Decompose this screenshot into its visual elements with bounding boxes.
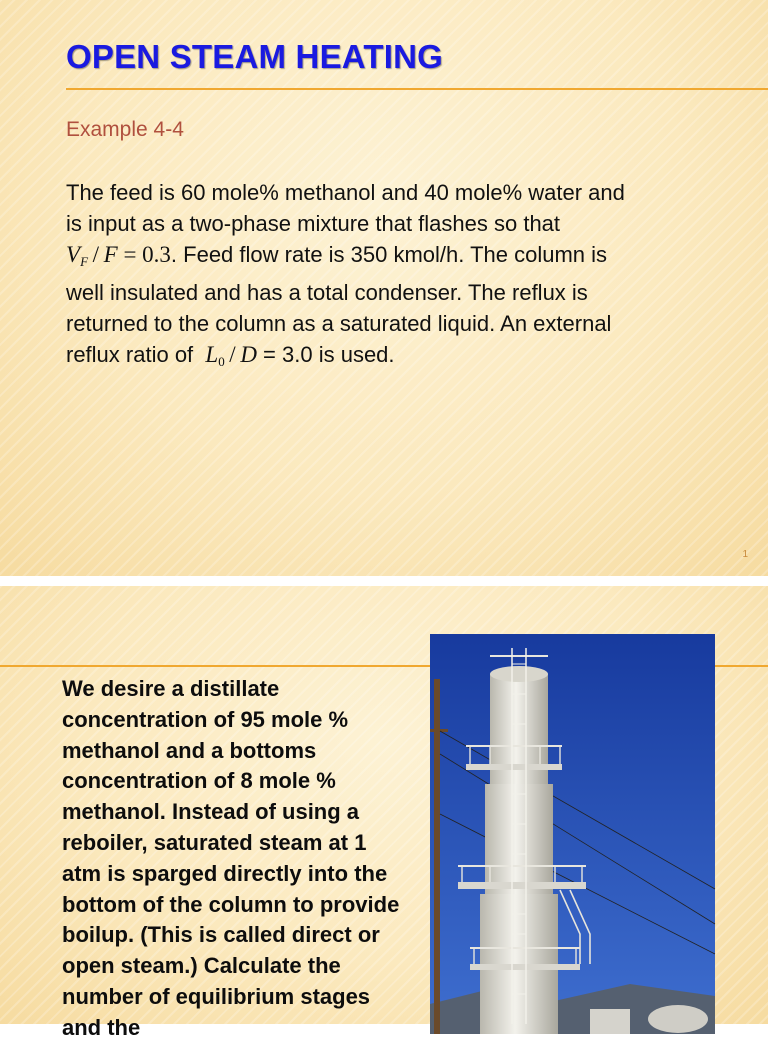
problem-line-3: . Feed flow rate is 350 kmol/h. The column is bbox=[170, 242, 608, 267]
problem-line-6b: = 3.0 is used. bbox=[256, 342, 395, 367]
problem-line-4: well insulated and has a total condenser. The reflux is bbox=[66, 280, 588, 305]
slide-title: OPEN STEAM HEATING bbox=[66, 38, 444, 75]
page-number: 1 bbox=[742, 549, 748, 560]
problem-line-5: returned to the column as a saturated liquid. An external bbox=[66, 311, 612, 336]
distillation-column-illustration bbox=[430, 634, 715, 1034]
vapor-fraction-equation: $V_F / F = 0.3$ bbox=[66, 242, 171, 269]
problem-line-6a: reflux ratio of bbox=[66, 342, 200, 367]
problem-line-1: The feed is 60 mole% methanol and 40 mole% water and bbox=[66, 180, 625, 205]
problem-continuation: We desire a distillate concentration of 95 mole % methanol and a bottoms concentration of 8 mole % methanol. Instead of using a reboiler, saturated steam at 1 atm is sparged directly into the bottom of the column to provide boilup. (This is called direct or open steam.) Calculate the number of equilibrium stages and the bbox=[62, 676, 400, 1040]
distillation-column-photo bbox=[430, 634, 715, 1034]
problem-line-2: is input as a two-phase mixture that flashes so that bbox=[66, 211, 561, 236]
example-label: Example 4-4 bbox=[66, 118, 184, 141]
title-underline bbox=[66, 88, 768, 90]
problem-statement bbox=[66, 177, 726, 377]
slide-2 bbox=[0, 586, 768, 1040]
reflux-ratio-equation: $L_0$ / D bbox=[205, 342, 257, 369]
